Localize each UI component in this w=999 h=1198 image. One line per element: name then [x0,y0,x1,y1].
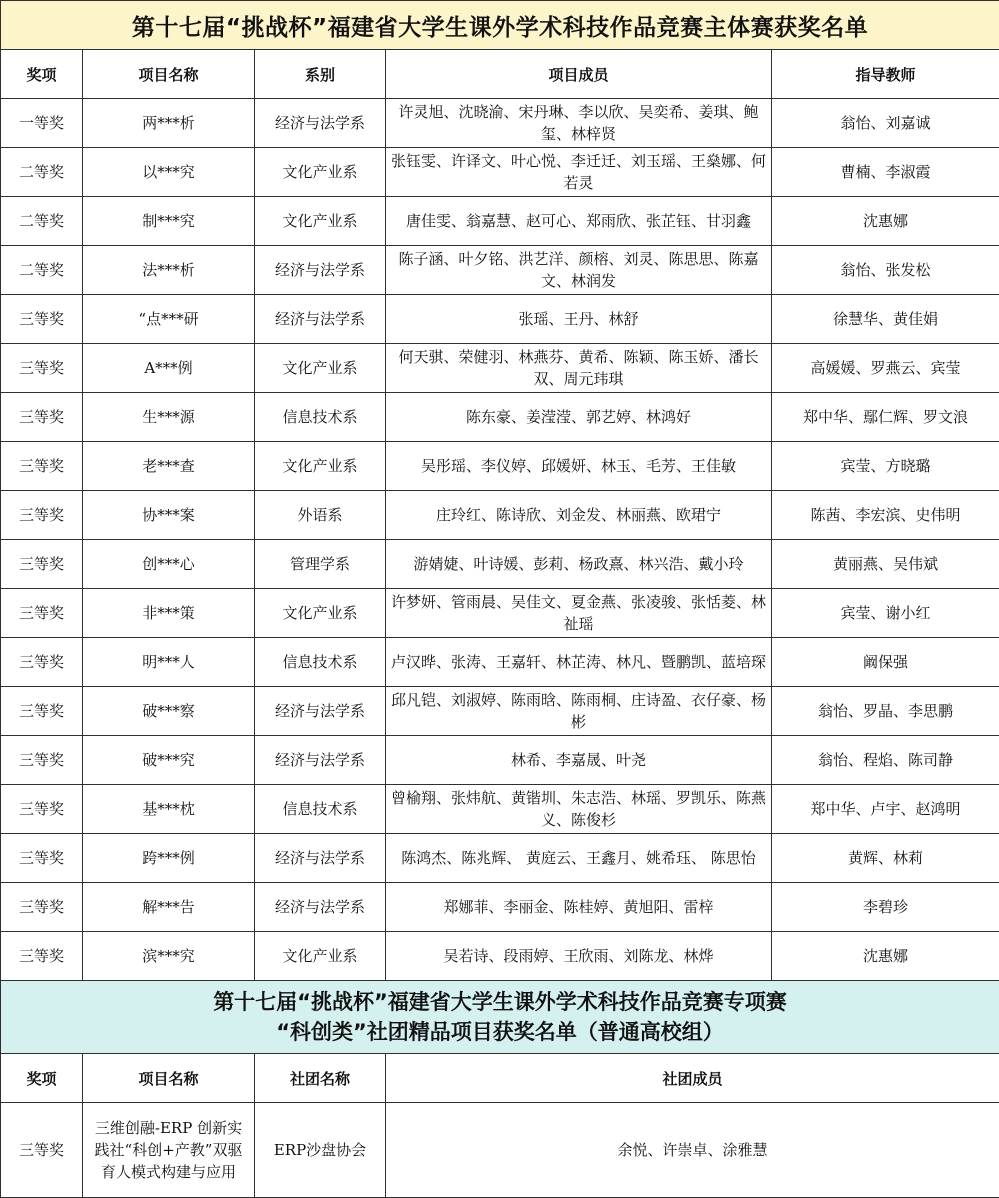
department-cell: 文化产业系 [255,344,386,393]
members-cell: 陈子涵、叶夕铭、洪艺洋、颜榕、刘灵、陈思思、陈嘉文、林润发 [386,246,772,295]
header-members: 项目成员 [386,50,772,99]
award-cell: 一等奖 [1,99,83,148]
table-row [1,736,999,785]
members-cell: 游婧婕、叶诗媛、彭莉、杨政熹、林兴浩、戴小玲 [386,540,772,589]
advisors-cell: 曹楠、李淑霞 [772,148,999,197]
table-row [1,932,999,981]
project-name-cell: 基***枕 [83,785,255,834]
main-table-title: 第十七届“挑战杯”福建省大学生课外学术科技作品竞赛主体赛获奖名单 [1,1,999,50]
department-cell: 经济与法学系 [255,295,386,344]
advisors-cell: 徐慧华、黄佳娟 [772,295,999,344]
table-row [1,540,999,589]
members-cell: 陈东豪、姜滢滢、郭艺婷、林鸿好 [386,393,772,442]
advisors-cell: 翁怡、罗晶、李思鹏 [772,687,999,736]
department-cell: 经济与法学系 [255,99,386,148]
advisors-cell: 翁怡、程焰、陈司静 [772,736,999,785]
project-name-cell: 滨***究 [83,932,255,981]
members-cell: 吴彤瑶、李仪婷、邱媛妍、林玉、毛芳、王佳敏 [386,442,772,491]
department-cell: 信息技术系 [255,393,386,442]
department-cell: 经济与法学系 [255,834,386,883]
project-name-cell: 两***析 [83,99,255,148]
advisors-cell: 黄丽燕、吴伟斌 [772,540,999,589]
project-name-cell: 制***究 [83,197,255,246]
award-cell: 三等奖 [1,344,83,393]
special-club-cell: ERP沙盘协会 [255,1103,386,1198]
award-cell: 三等奖 [1,491,83,540]
members-cell: 庄玲红、陈诗欣、刘金发、林丽燕、欧珺宁 [386,491,772,540]
table-row [1,442,999,491]
department-cell: 信息技术系 [255,638,386,687]
advisors-cell: 沈惠娜 [772,932,999,981]
special-table-header-row [1,1054,999,1103]
table-row [1,344,999,393]
advisors-cell: 阚保强 [772,638,999,687]
members-cell: 张瑶、王丹、林舒 [386,295,772,344]
advisors-cell: 翁怡、张发松 [772,246,999,295]
table-row [1,785,999,834]
special-header-award: 奖项 [1,1054,83,1103]
department-cell: 文化产业系 [255,589,386,638]
header-dept: 系别 [255,50,386,99]
award-cell: 二等奖 [1,246,83,295]
project-name-cell: 破***究 [83,736,255,785]
project-name-cell: 协***案 [83,491,255,540]
department-cell: 文化产业系 [255,148,386,197]
project-name-cell: “点***研 [83,295,255,344]
table-row [1,883,999,932]
project-name-cell: 跨***例 [83,834,255,883]
award-cell: 三等奖 [1,540,83,589]
members-cell: 张钰雯、许译文、叶心悦、李迁迁、刘玉瑶、王燊娜、何若灵 [386,148,772,197]
advisors-cell: 翁怡、刘嘉诚 [772,99,999,148]
table-row [1,834,999,883]
table-row [1,491,999,540]
award-cell: 二等奖 [1,148,83,197]
main-table-header-row [1,50,999,99]
department-cell: 经济与法学系 [255,246,386,295]
advisors-cell: 郑中华、鄢仁辉、罗文浪 [772,393,999,442]
special-header-project: 项目名称 [83,1054,255,1103]
department-cell: 文化产业系 [255,197,386,246]
project-name-cell: 以***究 [83,148,255,197]
table-row [1,295,999,344]
table-row [1,589,999,638]
table-row [1,197,999,246]
members-cell: 曾榆翔、张炜航、黄锴圳、朱志浩、林瑶、罗凯乐、陈燕义、陈俊杉 [386,785,772,834]
department-cell: 文化产业系 [255,932,386,981]
table-row [1,246,999,295]
project-name-cell: 创***心 [83,540,255,589]
table-row [1,99,999,148]
header-award: 奖项 [1,50,83,99]
advisors-cell: 郑中华、卢宇、赵鸿明 [772,785,999,834]
advisors-cell: 宾莹、方晓璐 [772,442,999,491]
special-award-cell: 三等奖 [1,1103,83,1198]
header-advisors: 指导教师 [772,50,999,99]
department-cell: 经济与法学系 [255,736,386,785]
project-name-cell: 老***查 [83,442,255,491]
special-project-cell: 三维创融-ERP 创新实践社“科创+产教”双驱育人模式构建与应用 [83,1103,255,1198]
special-table-title [1,981,999,1054]
special-title-line1: 第十七届“挑战杯”福建省大学生课外学术科技作品竞赛专项赛 [5,987,995,1017]
header-project: 项目名称 [83,50,255,99]
table-row [1,148,999,197]
department-cell: 管理学系 [255,540,386,589]
members-cell: 吴若诗、段雨婷、王欣雨、刘陈龙、林烨 [386,932,772,981]
project-name-cell: 明***人 [83,638,255,687]
award-cell: 三等奖 [1,785,83,834]
special-header-club: 社团名称 [255,1054,386,1103]
advisors-cell: 李碧珍 [772,883,999,932]
members-cell: 许梦妍、管雨晨、吴佳文、夏金燕、张凌骏、张恬菱、林祉瑶 [386,589,772,638]
advisors-cell: 宾莹、谢小红 [772,589,999,638]
department-cell: 信息技术系 [255,785,386,834]
members-cell: 唐佳雯、翁嘉慧、赵可心、郑雨欣、张芷钰、甘羽鑫 [386,197,772,246]
project-name-cell: A***例 [83,344,255,393]
members-cell: 许灵旭、沈晓渝、宋丹琳、李以欣、吴奕希、姜琪、鲍玺、林梓贤 [386,99,772,148]
award-cell: 三等奖 [1,589,83,638]
department-cell: 外语系 [255,491,386,540]
table-row [1,638,999,687]
award-cell: 三等奖 [1,883,83,932]
project-name-cell: 解***告 [83,883,255,932]
members-cell: 何天骐、荣健羽、林燕芬、黄希、陈颖、陈玉娇、潘长双、周元玮琪 [386,344,772,393]
award-cell: 三等奖 [1,932,83,981]
advisors-cell: 高媛媛、罗燕云、宾莹 [772,344,999,393]
department-cell: 文化产业系 [255,442,386,491]
members-cell: 郑娜菲、李丽金、陈桂婷、黄旭阳、雷梓 [386,883,772,932]
award-cell: 三等奖 [1,295,83,344]
members-cell: 卢汉晔、张涛、王嘉轩、林芷涛、林凡、暨鹏凯、蓝培琛 [386,638,772,687]
advisors-cell: 陈茜、李宏滨、史伟明 [772,491,999,540]
project-name-cell: 法***析 [83,246,255,295]
award-cell: 三等奖 [1,834,83,883]
award-cell: 三等奖 [1,638,83,687]
award-cell: 二等奖 [1,197,83,246]
table-row [1,687,999,736]
award-cell: 三等奖 [1,442,83,491]
special-members-cell: 余悦、许崇卓、涂雅慧 [386,1103,999,1198]
department-cell: 经济与法学系 [255,883,386,932]
members-cell: 林希、李嘉晟、叶尧 [386,736,772,785]
special-table-row [1,1103,999,1198]
special-title-line2: “科创类”社团精品项目获奖名单（普通高校组） [5,1017,995,1047]
department-cell: 经济与法学系 [255,687,386,736]
advisors-cell: 黄辉、林莉 [772,834,999,883]
award-cell: 三等奖 [1,736,83,785]
members-cell: 陈鸿杰、陈兆辉、 黄庭云、王鑫月、姚希珏、 陈思怡 [386,834,772,883]
project-name-cell: 生***源 [83,393,255,442]
special-header-members: 社团成员 [386,1054,999,1103]
table-row [1,393,999,442]
project-name-cell: 非***策 [83,589,255,638]
project-name-cell: 破***察 [83,687,255,736]
members-cell: 邱凡铠、刘淑婷、陈雨晗、陈雨桐、庄诗盈、衣仔豪、杨彬 [386,687,772,736]
award-cell: 三等奖 [1,687,83,736]
award-cell: 三等奖 [1,393,83,442]
advisors-cell: 沈惠娜 [772,197,999,246]
